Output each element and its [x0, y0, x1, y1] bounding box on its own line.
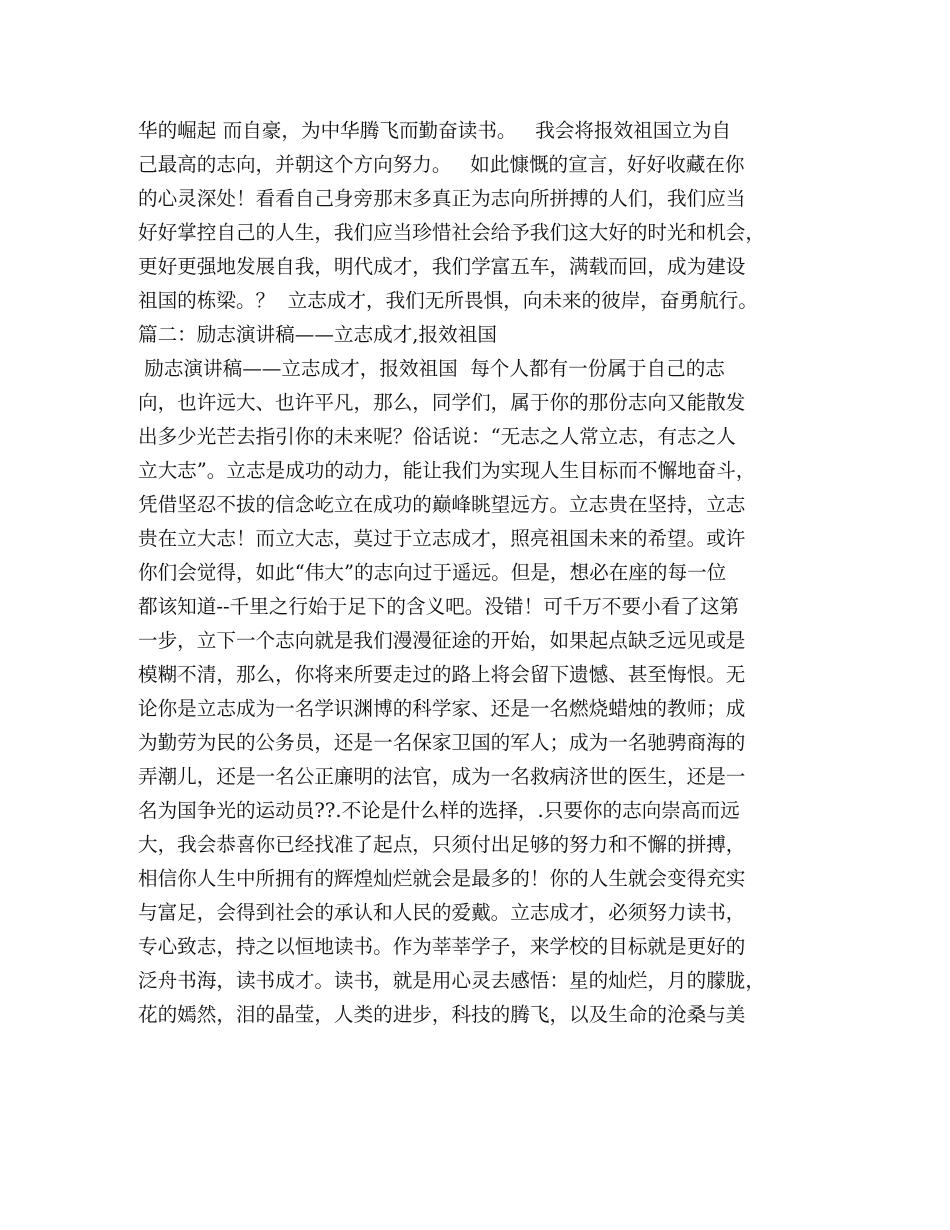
- text-line: 立大志”。立志是成功的动力，能让我们为实现人生目标而不懈地奋斗，: [138, 459, 756, 482]
- text-line: 名为国争光的运动员??.不论是什么样的选择，.只要你的志向崇高而远: [138, 799, 740, 822]
- text-line: 为勤劳为民的公务员，还是一名保家卫国的军人；成为一名驰骋商海的: [138, 731, 746, 754]
- text-line: 一步，立下一个志向就是我们漫漫征途的开始，如果起点缺乏远见或是: [138, 629, 746, 652]
- text-line: 好好掌控自己的人生，我们应当珍惜社会给予我们这大好的时光和机会，: [138, 221, 765, 244]
- text-line: 出多少光芒去指引你的未来呢？俗话说：“无志之人常立志，有志之人: [138, 425, 736, 448]
- text-line: 与富足，会得到社会的承认和人民的爱戴。立志成才，必须努力读书，: [138, 901, 746, 924]
- text-line: 凭借坚忍不拔的信念屹立在成功的巅峰眺望远方。立志贵在坚持，立志: [138, 493, 746, 516]
- text-line: 励志演讲稿——立志成才，报效祖国 每个人都有一份属于自己的志: [138, 357, 725, 380]
- text-line: 祖国的栋梁。？ 立志成才，我们无所畏惧，向未来的彼岸，奋勇航行。: [138, 289, 758, 312]
- text-line: 弄潮儿，还是一名公正廉明的法官，成为一名救病济世的医生，还是一: [138, 765, 746, 788]
- text-line: 花的嫣然，泪的晶莹，人类的进步，科技的腾飞，以及生命的沧桑与美: [138, 1003, 746, 1026]
- text-line: 华的崛起 而自豪，为中华腾飞而勤奋读书。 我会将报效祖国立为自: [138, 119, 732, 142]
- section-heading: 篇二：励志演讲稿——立志成才,报效祖国: [138, 323, 497, 346]
- text-line: 相信你人生中所拥有的辉煌灿烂就会是最多的！你的人生就会变得充实: [138, 867, 746, 890]
- text-line: 模糊不清，那么，你将来所要走过的路上将会留下遗憾、甚至悔恨。无: [138, 663, 746, 686]
- text-line: 向，也许远大、也许平凡，那么，同学们，属于你的那份志向又能散发: [138, 391, 746, 414]
- text-line: 己最高的志向，并朝这个方向努力。 如此慷慨的宣言，好好收藏在你: [138, 153, 745, 176]
- body-text: [138, 114, 838, 1032]
- text-line: 你们会觉得，如此“伟大”的志向过于遥远。但是，想必在座的每一位: [138, 561, 727, 584]
- text-line: 大，我会恭喜你已经找准了起点，只须付出足够的努力和不懈的拼搏，: [138, 833, 746, 856]
- text-line: 都该知道--千里之行始于足下的含义吧。没错！可千万不要小看了这第: [138, 595, 740, 618]
- text-line: 泛舟书海，读书成才。读书，就是用心灵去感悟：星的灿烂，月的朦胧，: [138, 969, 765, 992]
- text-line: 更好更强地发展自我，明代成才，我们学富五车，满载而回，成为建设: [138, 255, 746, 278]
- text-line: 贵在立大志！而立大志，莫过于立志成才，照亮祖国未来的希望。或许: [138, 527, 746, 550]
- text-line: 的心灵深处！看看自己身旁那末多真正为志向所拼搏的人们，我们应当: [138, 187, 746, 210]
- text-line: 论你是立志成为一名学识渊博的科学家、还是一名燃烧蜡烛的教师；成: [138, 697, 746, 720]
- text-line: 专心致志，持之以恒地读书。作为莘莘学子，来学校的目标就是更好的: [138, 935, 746, 958]
